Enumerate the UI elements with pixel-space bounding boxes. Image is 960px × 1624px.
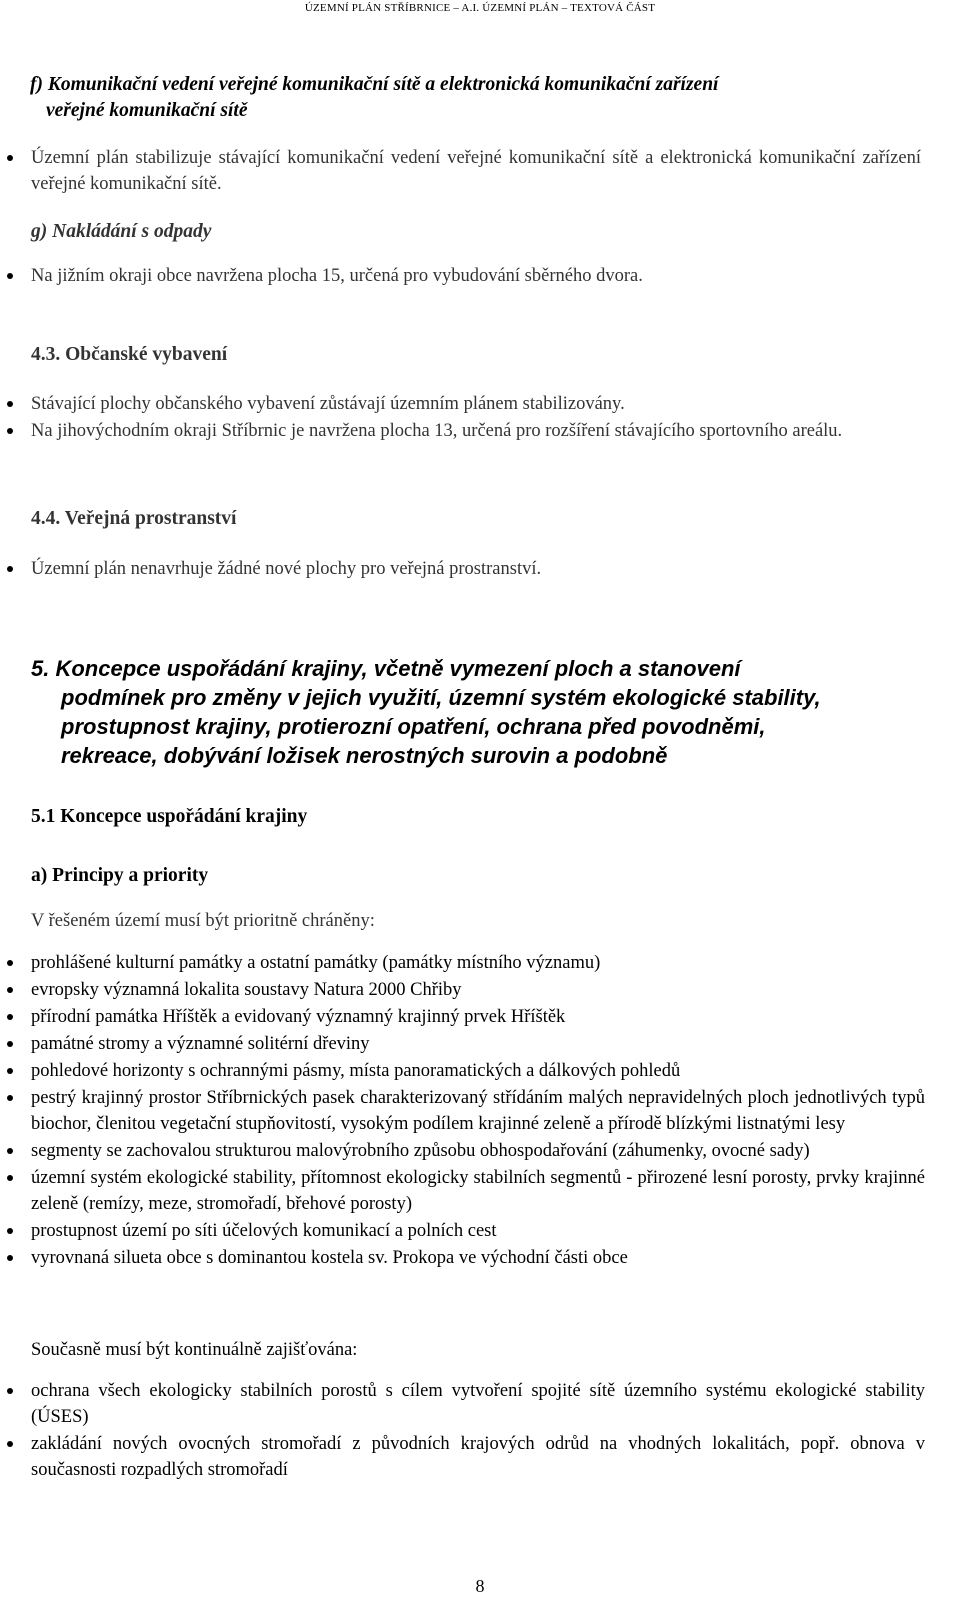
- section-43-title: 4.3. Občanské vybavení: [31, 344, 228, 365]
- list-item: památné stromy a významné solitérní dřeviny: [31, 1031, 925, 1057]
- running-head: ÚZEMNÍ PLÁN STŘÍBRNICE – A.I. ÚZEMNÍ PLÁN – TEXTOVÁ ČÁST: [304, 2, 656, 14]
- section-43-bullet-1: Stávající plochy občanského vybavení zůstávají územním plánem stabilizovány.: [31, 391, 921, 417]
- chapter-5-line2: podmínek pro změny v jejich využití, územní systém ekologické stability,: [61, 685, 821, 710]
- list-item: evropsky významná lokalita soustavy Natura 2000 Chřiby: [31, 977, 925, 1003]
- list-item: segmenty se zachovalou strukturou malovýrobního způsobu obhospodařování (záhumenky, ovocné sady): [31, 1138, 925, 1164]
- section-f-bullet: Územní plán stabilizuje stávající komunikační vedení veřejné komunikační sítě a elektronická komunikační zařízení veřejné komunikační sítě.: [31, 145, 921, 197]
- section-a-intro: V řešeném území musí být prioritně chráněny:: [31, 911, 375, 931]
- chapter-5-line1: 5. Koncepce uspořádání krajiny, včetně vymezení ploch a stanovení: [31, 656, 741, 681]
- list-item: zakládání nových ovocných stromořadí z původních krajových odrůd na vhodných lokalitách, popř. obnova v současnosti rozpadlých stromořadí: [31, 1431, 925, 1483]
- section-44-title: 4.4. Veřejná prostranství: [31, 508, 237, 529]
- list-item: územní systém ekologické stability, přítomnost ekologicky stabilních segmentů - přirozené lesní porosty, prvky krajinné zeleně (remízy, meze, stromořadí, břehové porosty): [31, 1165, 925, 1217]
- page-number: 8: [475, 1576, 485, 1596]
- continuous-list: [31, 1378, 925, 1484]
- section-f-title: [30, 72, 940, 124]
- list-item: prostupnost území po síti účelových komunikací a polních cest: [31, 1218, 925, 1244]
- list-item: pohledové horizonty s ochrannými pásmy, místa panoramatických a dálkových pohledů: [31, 1058, 925, 1084]
- section-44-bullet: Územní plán nenavrhuje žádné nové plochy pro veřejná prostranství.: [31, 556, 921, 582]
- list-item: vyrovnaná silueta obce s dominantou kostela sv. Prokopa ve východní části obce: [31, 1245, 925, 1271]
- section-a-intro2: Současně musí být kontinuálně zajišťována:: [31, 1340, 358, 1360]
- chapter-5-line4: rekreace, dobývání ložisek nerostných surovin a podobně: [61, 743, 668, 768]
- section-g-bullet: Na jižním okraji obce navržena plocha 15, určená pro vybudování sběrného dvora.: [31, 263, 921, 289]
- section-51-title: 5.1 Koncepce uspořádání krajiny: [31, 806, 308, 827]
- section-f-title-line1: f) Komunikační vedení veřejné komunikační sítě a elektronická komunikační zařízení: [30, 74, 719, 95]
- section-g-title: g) Nakládání s odpady: [31, 221, 212, 242]
- list-item: ochrana všech ekologicky stabilních porostů s cílem vytvoření spojité sítě územního systému ekologické stability (ÚSES): [31, 1378, 925, 1430]
- list-item: pestrý krajinný prostor Stříbrnických pasek charakterizovaný střídáním malých nepravidelných ploch jednotlivých typů biochor, členitou vegetační stupňovitostí, vysokým podílem krajinné zeleně a přírodě blízkými listnatými lesy: [31, 1085, 925, 1137]
- list-item: přírodní památka Hříštěk a evidovaný významný krajinný prvek Hříštěk: [31, 1004, 925, 1030]
- chapter-5-title: [31, 654, 921, 770]
- priority-list: [31, 950, 925, 1272]
- section-43-bullet-2: Na jihovýchodním okraji Stříbrnic je navržena plocha 13, určená pro rozšíření stávajícího sportovního areálu.: [31, 418, 921, 444]
- section-f-title-line2: veřejné komunikační sítě: [46, 100, 248, 121]
- list-item: prohlášené kulturní památky a ostatní památky (památky místního významu): [31, 950, 925, 976]
- chapter-5-line3: prostupnost krajiny, protierozní opatření, ochrana před povodněmi,: [61, 714, 766, 739]
- section-a-title: a) Principy a priority: [31, 865, 209, 886]
